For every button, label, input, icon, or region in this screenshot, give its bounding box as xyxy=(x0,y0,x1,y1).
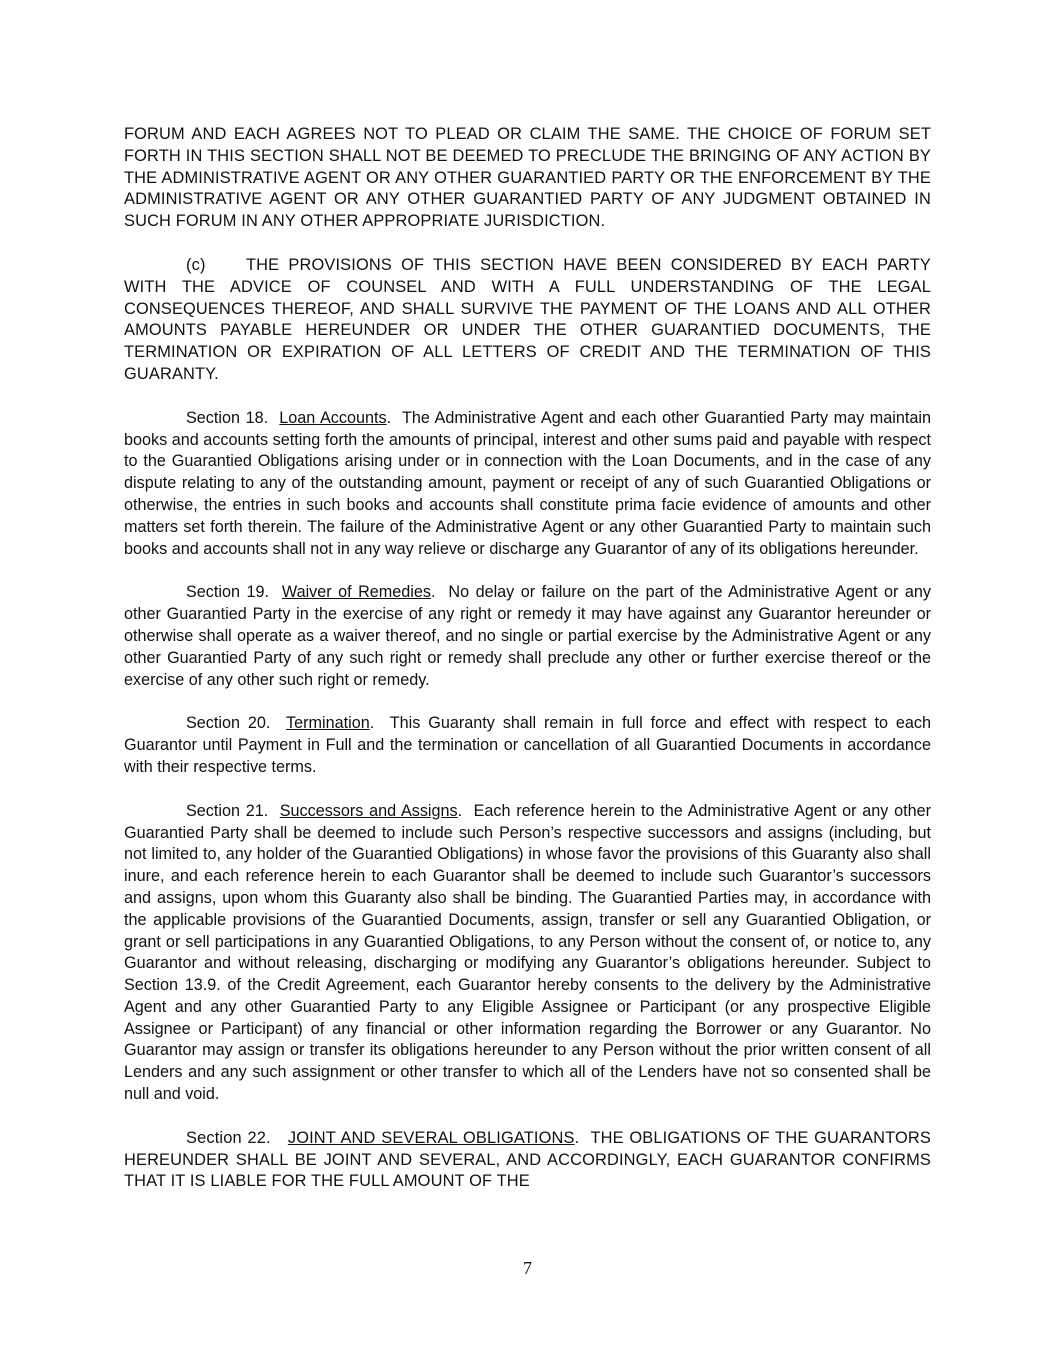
section-18: Section 18. Loan Accounts. The Administrative Agent and each other Guarantied Party may maintain books and accounts setting forth the amounts of principal, interest and other sums paid and payable with respect to the Guarantied Obligations arising under or in connection with the Loan Documents, and in the case of any dispute relating to any of the outstanding amount, payment or receipt of any of such Guarantied Obligations or otherwise, the entries in such books and accounts shall constitute prima facie evidence of amounts and other matters set forth therein. The failure of the Administrative Agent or any other Guarantied Party to maintain such books and accounts shall not in any way relieve or discharge any Guarantor of any of its obligations hereunder. xyxy=(124,408,931,558)
section-21: Section 21. Successors and Assigns. Each reference herein to the Administrative Agent or any other Guarantied Party shall be deemed to include such Person’s respective successors and assigns (including, but not limited to, any holder of the Guarantied Obligations) in whose favor the provisions of this Guaranty also shall inure, and each reference herein to each Guarantor shall be deemed to include such Guarantor’s successors and assigns, upon whom this Guaranty also shall be binding. The Guarantied Parties may, in accordance with the applicable provisions of the Guarantied Documents, assign, transfer or sell any Guarantied Obligation, or grant or sell participations in any Guarantied Obligations, to any Person without the consent of, or notice to, any Guarantor and without releasing, discharging or modifying any Guarantor’s obligations hereunder. Subject to Section 13.9. of the Credit Agreement, each Guarantor hereby consents to the delivery by the Administrative Agent and any other Guarantied Party to any Eligible Assignee or Participant (or any prospective Eligible Assignee or Participant) of any financial or other information regarding the Borrower or any Guarantor. No Guarantor may assign or transfer its obligations hereunder to any Person without the prior written consent of all Lenders and any such assignment or other transfer to which all of the Lenders have not so consented shall be null and void. xyxy=(124,801,931,1104)
section-20: Section 20. Termination. This Guaranty shall remain in full force and effect with respect to each Guarantor until Payment in Full and the termination or cancellation of all Guarantied Documents in accordance with their respective terms. xyxy=(124,714,932,776)
paragraph-forum-clause xyxy=(124,124,931,233)
section-20-heading: Termination xyxy=(286,714,370,733)
section-22-heading: JOINT AND SEVERAL OBLIGATIONS xyxy=(287,1128,575,1147)
section-19-heading: Waiver of Remedies xyxy=(281,583,431,602)
document-page xyxy=(124,124,931,1215)
section-19-text: No delay or failure on the part of the Administrative Agent or any other Guarantied Party in the exercise of any right or remedy it may have against any Guarantor hereunder or otherwise shall operate as a waiver thereof, and no single or partial exercise by the Administrative Agent or any other Guarantied Party of any such right or remedy shall preclude any other or further exercise thereof or the exercise of any other such right or remedy. xyxy=(124,583,931,689)
section-19: Section 19. Waiver of Remedies. No delay or failure on the part of the Administrative Agent or any other Guarantied Party in the exercise of any right or remedy it may have against any Guarantor hereunder or otherwise shall operate as a waiver thereof, and no single or partial exercise by the Administrative Agent or any other Guarantied Party of any such right or remedy shall preclude any other or further exercise thereof or the exercise of any other such right or remedy. xyxy=(124,583,931,689)
section-22: Section 22. JOINT AND SEVERAL OBLIGATIONS. THE OBLIGATIONS OF THE GUARANTORS HEREUNDER SHALL BE JOINT AND SEVERAL, AND ACCORDINGLY, EACH GUARANTOR CONFIRMS THAT IT IS LIABLE FOR THE FULL AMOUNT OF THE xyxy=(124,1128,931,1191)
section-22-number: Section 22. xyxy=(186,1128,271,1147)
section-18-heading: Loan Accounts xyxy=(279,408,387,427)
section-22-text: THE OBLIGATIONS OF THE GUARANTORS HEREUNDER SHALL BE JOINT AND SEVERAL, AND ACCORDINGLY, EACH GUARANTOR CONFIRMS THAT IT IS LIABLE FOR THE FULL AMOUNT OF THE xyxy=(124,1128,931,1191)
section-21-text: Each reference herein to the Administrative Agent or any other Guarantied Party shall be deemed to include such Person’s respective successors and assigns (including, but not limited to, any holder of the Guarantied Obligations) in whose favor the provisions of this Guaranty also shall inure, and each reference herein to each Guarantor shall be deemed to include such Guarantor’s successors and assigns, upon whom this Guaranty also shall be binding. The Guarantied Parties may, in accordance with the applicable provisions of the Guarantied Documents, assign, transfer or sell any Guarantied Obligation, or grant or sell participations in any Guarantied Obligations, to any Person without the consent of, or notice to, any Guarantor and without releasing, discharging or modifying any Guarantor’s obligations hereunder. Subject to Section 13.9. of the Credit Agreement, each Guarantor hereby consents to the delivery by the Administrative Agent and any other Guarantied Party to any Eligible Assignee or Participant (or any prospective Eligible Assignee or Participant) of any financial or other information regarding the Borrower or any Guarantor. No Guarantor may assign or transfer its obligations hereunder to any Person without the prior written consent of all Lenders and any such assignment or other transfer to which all of the Lenders have not so consented shall be null and void. xyxy=(124,801,931,1104)
section-20-text: This Guaranty shall remain in full force and effect with respect to each Guarantor until Payment in Full and the termination or cancellation of all Guarantied Documents in accordance with their respective terms. xyxy=(124,714,932,776)
paragraph-c xyxy=(124,255,931,386)
paragraph-c-label: (c) xyxy=(186,255,206,274)
paragraph-c-text: THE PROVISIONS OF THIS SECTION HAVE BEEN CONSIDERED BY EACH PARTY WITH THE ADVICE OF COUNSEL AND WITH A FULL UNDERSTANDING OF THE LEGAL CONSEQUENCES THEREOF, AND SHALL SURVIVE THE PAYMENT OF THE LOANS AND ALL OTHER AMOUNTS PAYABLE HEREUNDER OR UNDER THE OTHER GUARANTIED DOCUMENTS, THE TERMINATION OR EXPIRATION OF ALL LETTERS OF CREDIT AND THE TERMINATION OF THIS GUARANTY. xyxy=(124,255,931,383)
section-19-number: Section 19. xyxy=(186,583,269,602)
section-20-number: Section 20. xyxy=(186,714,271,733)
section-21-heading: Successors and Assigns xyxy=(279,801,458,820)
paragraph-forum-clause-text: FORUM AND EACH AGREES NOT TO PLEAD OR CLAIM THE SAME. THE CHOICE OF FORUM SET FORTH IN THIS SECTION SHALL NOT BE DEEMED TO PRECLUDE THE BRINGING OF ANY ACTION BY THE ADMINISTRATIVE AGENT OR ANY OTHER GUARANTIED PARTY OR THE ENFORCEMENT BY THE ADMINISTRATIVE AGENT OR ANY OTHER GUARANTIED PARTY OF ANY JUDGMENT OBTAINED IN SUCH FORUM IN ANY OTHER APPROPRIATE JURISDICTION. xyxy=(124,125,931,231)
section-18-number: Section 18. xyxy=(186,408,269,427)
section-21-number: Section 21. xyxy=(186,801,269,820)
section-18-text: The Administrative Agent and each other Guarantied Party may maintain books and accounts setting forth the amounts of principal, interest and other sums paid and payable with respect to the Guarantied Obligations arising under or in connection with the Loan Documents, and in the case of any dispute relating to any of the outstanding amount, payment or receipt of any of such Guarantied Obligations or otherwise, the entries in such books and accounts shall constitute prima facie evidence of amounts and other matters set forth therein. The failure of the Administrative Agent or any other Guarantied Party to maintain such books and accounts shall not in any way relieve or discharge any Guarantor of any of its obligations hereunder. xyxy=(124,408,931,558)
page-number: 7 xyxy=(523,1258,532,1278)
